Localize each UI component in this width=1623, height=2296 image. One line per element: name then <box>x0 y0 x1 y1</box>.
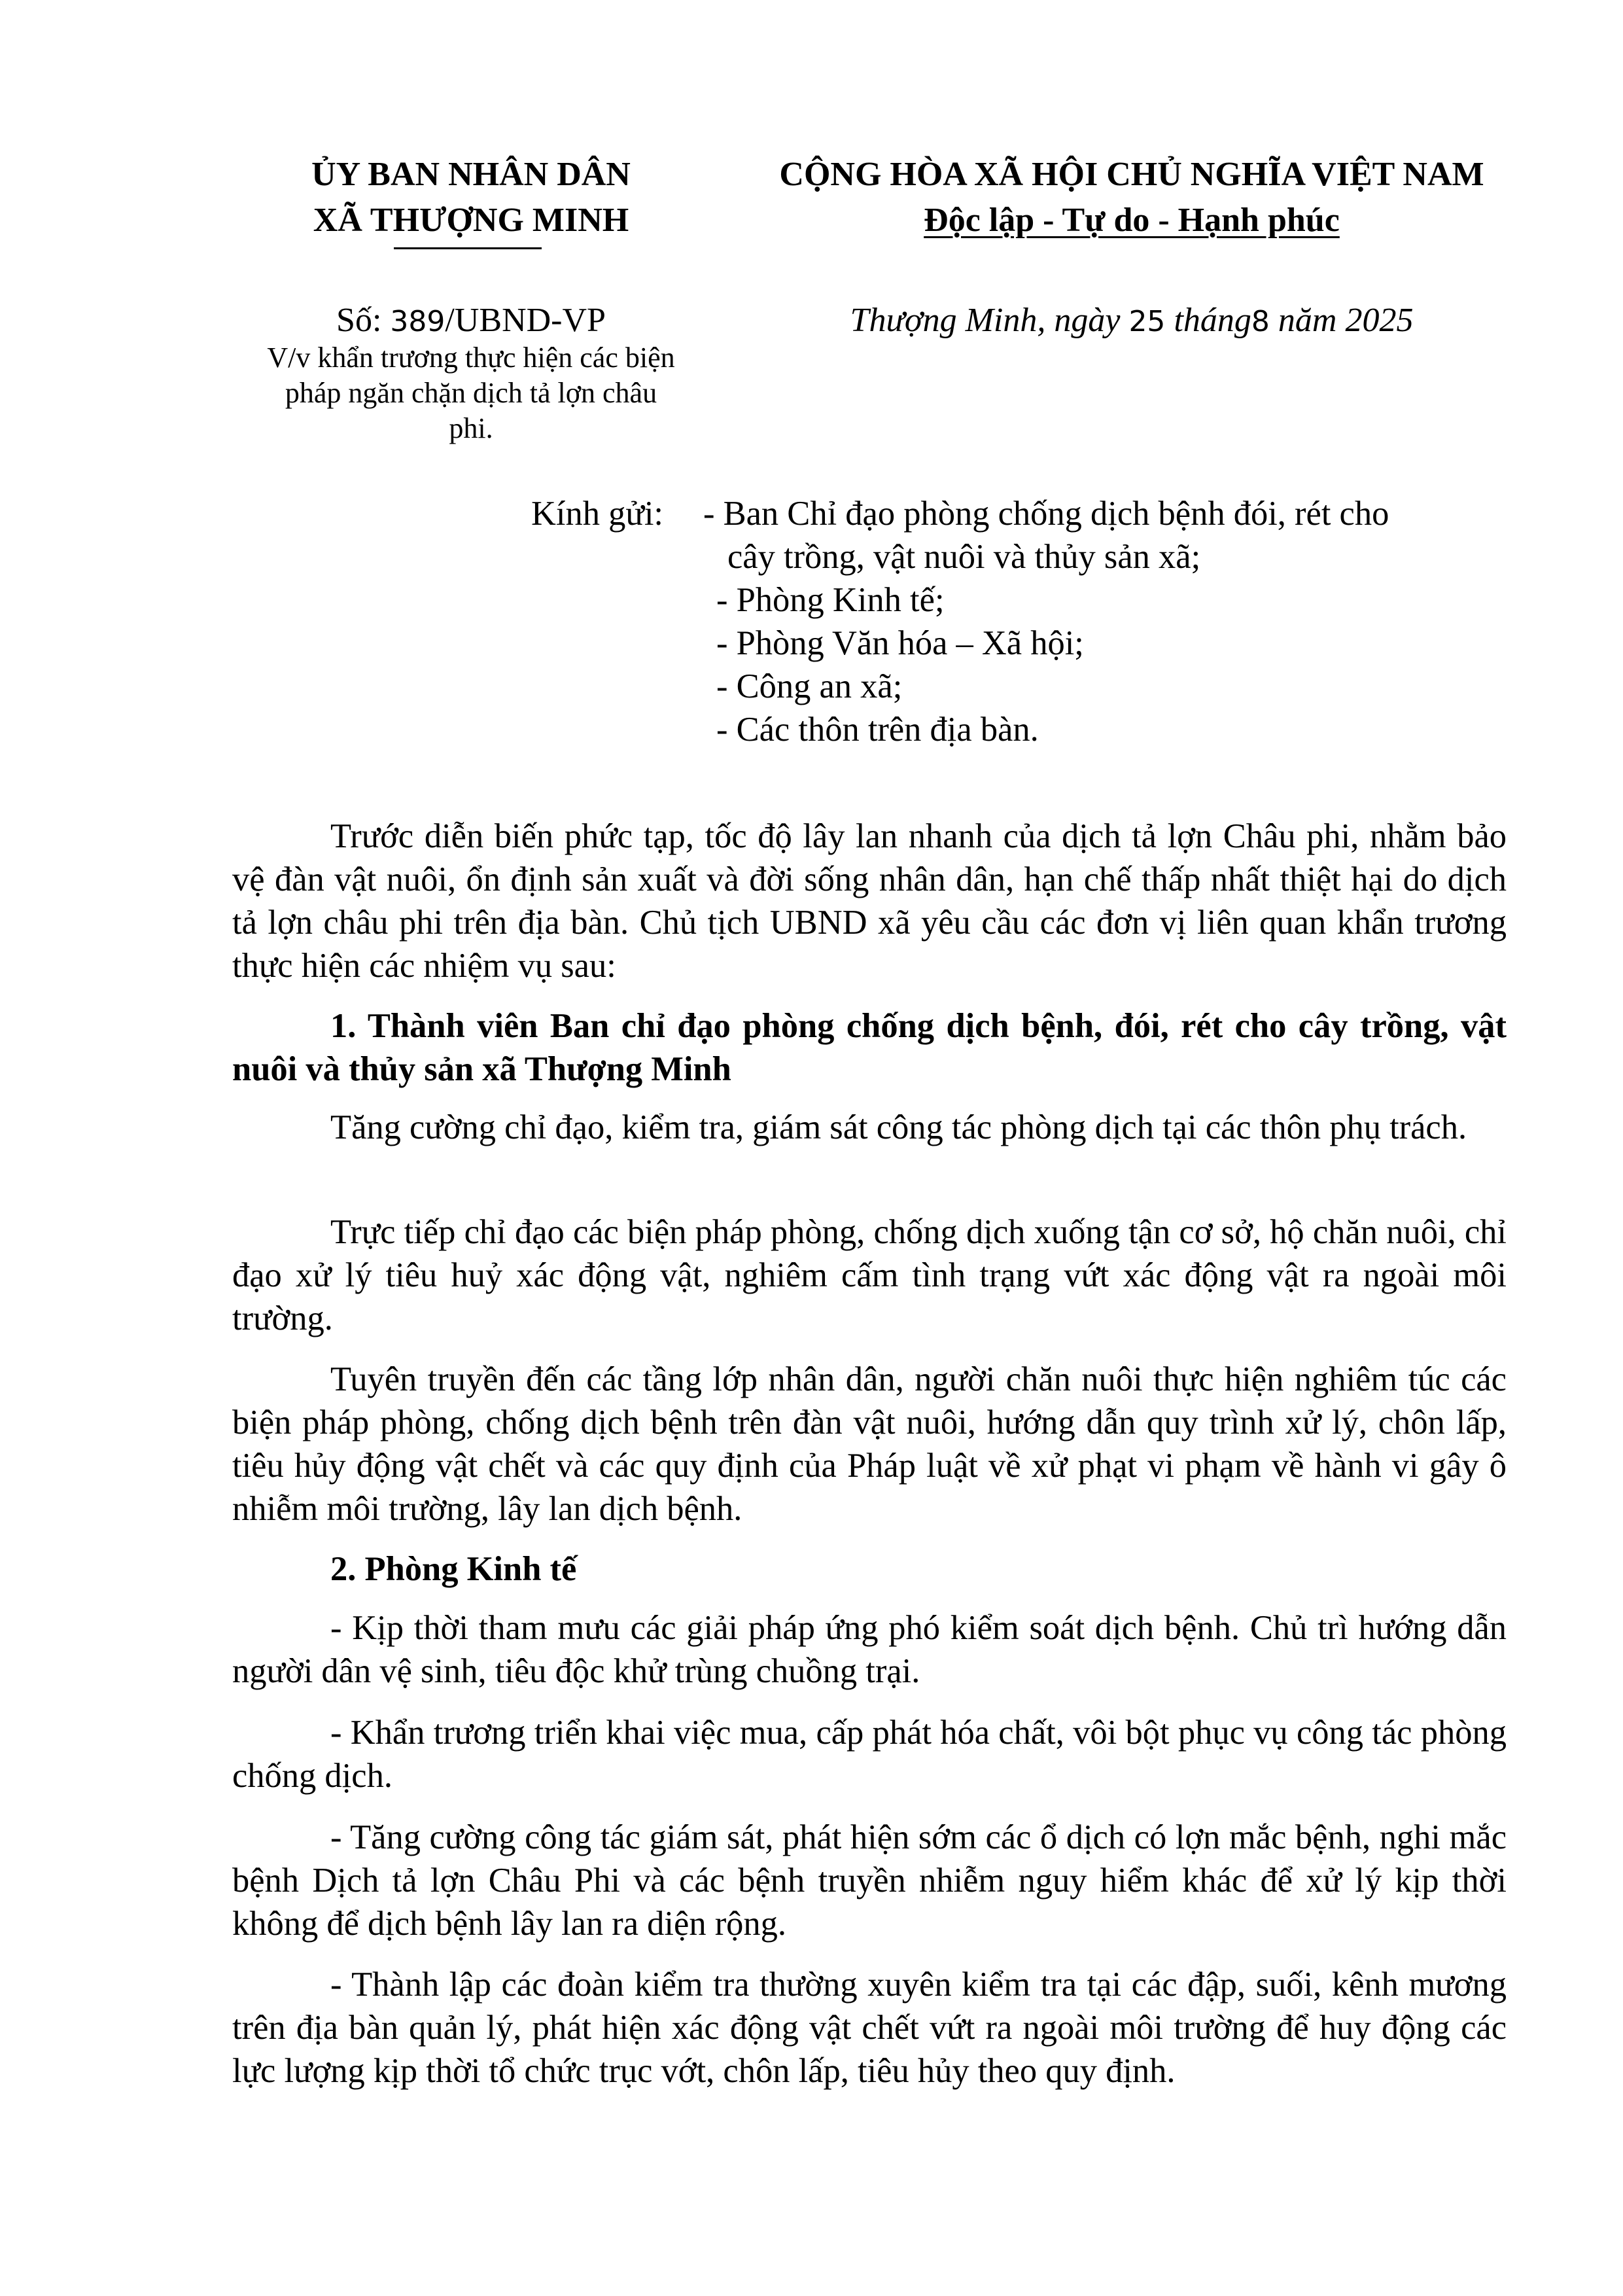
section2-heading: 2. Phòng Kinh tế <box>330 1550 577 1588</box>
date-place: Thượng Minh, ngày <box>850 302 1121 339</box>
doc-number-value: 389 <box>390 305 445 338</box>
recipient-item: - Phòng Kinh tế; <box>716 581 945 619</box>
date-day: 25 <box>1128 305 1166 338</box>
recipient-item: - Phòng Văn hóa – Xã hội; <box>716 624 1084 662</box>
section1-paragraph: Tuyên truyền đến các tầng lớp nhân dân, người chăn nuôi thực hiện nghiêm túc các biện pháp phòng, chống dịch bệnh trên đàn vật nuôi, hướng dẫn quy trình xử lý, chôn lấp, tiêu hủy động vật chết và các quy định của Pháp luật về xử phạt vi phạm về hành vi gây ô nhiễm môi trường, lây lan dịch bệnh. <box>232 1360 1507 1528</box>
recipient-item: - Công an xã; <box>716 667 903 705</box>
nation-motto: Độc lập - Tự do - Hạnh phúc <box>924 202 1340 239</box>
intro-paragraph: Trước diễn biến phức tạp, tốc độ lây lan nhanh của dịch tả lợn Châu phi, nhằm bảo vệ đàn vật nuôi, ổn định sản xuất và đời sống nhân dân, hạn chế thấp nhất thiệt hại do dịch tả lợn châu phi trên địa bàn. Chủ tịch UBND xã yêu cầu các đơn vị liên quan khẩn trương thực hiện các nhiệm vụ sau: <box>232 817 1507 985</box>
section1-heading: 1. Thành viên Ban chỉ đạo phòng chống dịch bệnh, đói, rét cho cây trồng, vật nuôi và thủy sản xã Thượng Minh <box>232 1007 1507 1088</box>
recipients-label: Kính gửi: <box>531 495 664 533</box>
recipient-item: cây trồng, vật nuôi và thủy sản xã; <box>727 538 1201 576</box>
section2-paragraph: - Tăng cường công tác giám sát, phát hiện sớm các ổ dịch có lợn mắc bệnh, nghi mắc bệnh Dịch tả lợn Châu Phi và các bệnh truyền nhiễm nguy hiểm khác để xử lý kịp thời không để dịch bệnh lây lan ra diện rộng. <box>232 1818 1507 1943</box>
section2-paragraph: - Thành lập các đoàn kiểm tra thường xuyên kiểm tra tại các đập, suối, kênh mương trên địa bàn quản lý, phát hiện xác động vật chết vứt ra ngoài môi trường để huy động các lực lượng kịp thời tổ chức trục vớt, chôn lấp, tiêu hủy theo quy định. <box>232 1966 1507 2090</box>
recipient-item: - Các thôn trên địa bàn. <box>716 711 1039 749</box>
section1-paragraph: Tăng cường chỉ đạo, kiểm tra, giám sát công tác phòng dịch tại các thôn phụ trách. <box>330 1108 1467 1146</box>
org-name-line1: ỦY BAN NHÂN DÂN <box>311 156 631 193</box>
doc-number <box>249 298 693 345</box>
date-month: 8 <box>1251 305 1270 338</box>
doc-subject: V/v khẩn trương thực hiện các biện pháp ngăn chặn dịch tả lợn châu phi. <box>267 342 675 444</box>
section2-paragraph: - Khẩn trương triển khai việc mua, cấp phát hóa chất, vôi bột phục vụ công tác phòng chống dịch. <box>232 1714 1507 1795</box>
doc-number-prefix: Số: <box>336 302 382 339</box>
doc-date <box>707 298 1557 345</box>
section1-paragraph: Trực tiếp chỉ đạo các biện pháp phòng, chống dịch xuống tận cơ sở, hộ chăn nuôi, chỉ đạo xử lý tiêu huỷ xác động vật, nghiêm cấm tình trạng vứt xác động vật ra ngoài môi trường. <box>232 1213 1507 1337</box>
org-underline <box>394 247 542 249</box>
recipient-item: - Ban Chỉ đạo phòng chống dịch bệnh đói, rét cho <box>703 495 1389 533</box>
org-name-line2: XÃ THƯỢNG MINH <box>313 202 629 239</box>
doc-number-suffix: /UBND-VP <box>445 302 606 339</box>
date-month-label: tháng <box>1174 302 1251 339</box>
date-year: năm 2025 <box>1278 302 1414 339</box>
nation-title: CỘNG HÒA XÃ HỘI CHỦ NGHĨA VIỆT NAM <box>779 156 1484 193</box>
section2-paragraph: - Kịp thời tham mưu các giải pháp ứng phó kiểm soát dịch bệnh. Chủ trì hướng dẫn người dân vệ sinh, tiêu độc khử trùng chuồng trại. <box>232 1609 1507 1690</box>
